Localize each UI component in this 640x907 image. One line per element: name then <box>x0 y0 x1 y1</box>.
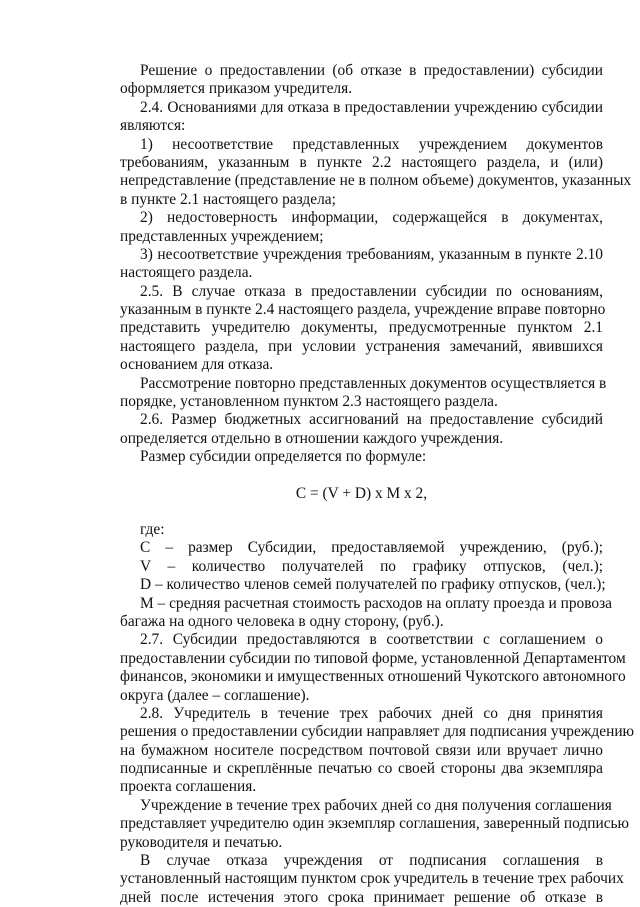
text-line: 2) недостоверность информации, содержащейся в документах, <box>140 209 603 227</box>
paragraph-formula-intro <box>120 448 603 466</box>
text-line: подписанные и скреплённые печатью со своей стороны два экземпляра <box>120 760 603 778</box>
text-line: C – размер Субсидии, предоставляемой учреждению, (руб.); <box>140 539 603 557</box>
text-line: порядке, установленном пунктом 2.3 настоящего раздела. <box>120 393 498 411</box>
text-line: представляет учредителю один экземпляр соглашения, заверенный подписью <box>120 815 630 833</box>
paragraph-2-7 <box>120 631 626 705</box>
text-line: представленных учреждением; <box>120 227 324 245</box>
text-line: 2.4. Основаниями для отказа в предоставлении учреждению субсидии <box>140 98 603 116</box>
spacer <box>120 467 603 485</box>
list-item-1 <box>120 135 632 210</box>
paragraph-2-4 <box>120 99 603 136</box>
spacer <box>120 503 603 521</box>
formula-text: C = (V + D) x M x 2, <box>295 484 428 502</box>
text-line: установленный настоящим пунктом срок учредитель в течение трех рабочих <box>120 870 624 888</box>
text-line: непредставление (представление не в полном объеме) документов, указанных <box>120 172 632 190</box>
text-line: D – количество членов семей получателей по графику отпусков, (чел.); <box>140 576 606 594</box>
text-line: 3) несоответствие учреждения требованиям, указанным в пункте 2.10 <box>140 245 603 263</box>
text-line: являются: <box>120 117 186 135</box>
text-line: 2.5. В случае отказа в предоставлении субсидии по основаниям, <box>140 282 603 300</box>
paragraph-decision <box>120 62 603 99</box>
text-line: на бумажном носителе посредством почтовой связи или вручает лично <box>120 741 603 759</box>
text-line: оформляется приказом учредителя. <box>120 80 353 98</box>
definition-c <box>120 539 603 557</box>
text-line: багажа на одного человека в одну сторону, (руб.). <box>120 612 444 630</box>
paragraph-refusal <box>120 852 624 907</box>
text-line: где: <box>140 520 165 538</box>
paragraph-review <box>120 374 607 412</box>
text-line: определяется отдельно в отношении каждого учреждения. <box>120 429 504 447</box>
text-line: в пункте 2.1 настоящего раздела; <box>120 190 336 208</box>
paragraph-2-8 <box>120 704 635 797</box>
text-line: округа (далее – соглашение). <box>120 686 310 704</box>
text-line: M – средняя расчетная стоимость расходов на оплату проезда и провоза <box>140 594 612 612</box>
list-item-3 <box>120 246 603 283</box>
text-line: предоставлении субсидии по типовой форме, установленной Департаментом <box>120 649 626 667</box>
text-line: финансов, экономики и имущественных отношений Чукотского автономного <box>120 668 626 686</box>
definition-v <box>120 558 603 576</box>
text-line: V – количество получателей по графику отпусков, (чел.); <box>140 557 603 575</box>
text-line: Размер субсидии определяется по формуле: <box>140 448 427 466</box>
text-line: руководителя и печатью. <box>120 833 283 851</box>
text-line: Учреждение в течение трех рабочих дней со дня получения соглашения <box>140 796 612 814</box>
text-line: 2.7. Субсидии предоставляются в соответствии с соглашением о <box>140 631 603 649</box>
text-line: 1) несоответствие представленных учреждением документов <box>140 135 603 153</box>
text-line: настоящего раздела, при условии устранения замечаний, явившихся <box>120 337 603 355</box>
paragraph-where <box>120 521 603 539</box>
definition-d <box>120 576 606 594</box>
text-line: представить учредителю документы, предусмотренные пунктом 2.1 <box>120 319 603 337</box>
text-line: Решение о предоставлении (об отказе в предоставлении) субсидии <box>140 62 603 79</box>
paragraph-2-5 <box>120 282 606 375</box>
text-line: основанием для отказа. <box>120 356 274 374</box>
text-line: дней после истечения этого срока принимает решение об отказе в <box>120 888 603 906</box>
text-line: 2.6. Размер бюджетных ассигнований на предоставление субсидий <box>140 411 603 429</box>
document-body <box>120 62 635 907</box>
text-line: 2.8. Учредитель в течение трех рабочих дней со дня принятия <box>140 704 603 722</box>
text-line: решения о предоставлении субсидии направляет для подписания учреждению <box>120 723 635 741</box>
text-line: требованиям, указанным в пункте 2.2 настоящего раздела, и (или) <box>120 153 603 171</box>
paragraph-institution-agreement <box>120 796 630 852</box>
text-line: проекта соглашения. <box>120 778 257 796</box>
list-item-2 <box>120 209 603 246</box>
text-line: указанным в пункте 2.4 настоящего раздела, учреждение вправе повторно <box>120 301 606 319</box>
paragraph-2-6 <box>120 411 603 448</box>
definition-m <box>120 594 612 632</box>
formula <box>120 485 603 503</box>
text-line: В случае отказа учреждения от подписания соглашения в <box>140 852 603 870</box>
text-line: настоящего раздела. <box>120 264 253 282</box>
text-line: Рассмотрение повторно представленных документов осуществляется в <box>140 374 607 392</box>
